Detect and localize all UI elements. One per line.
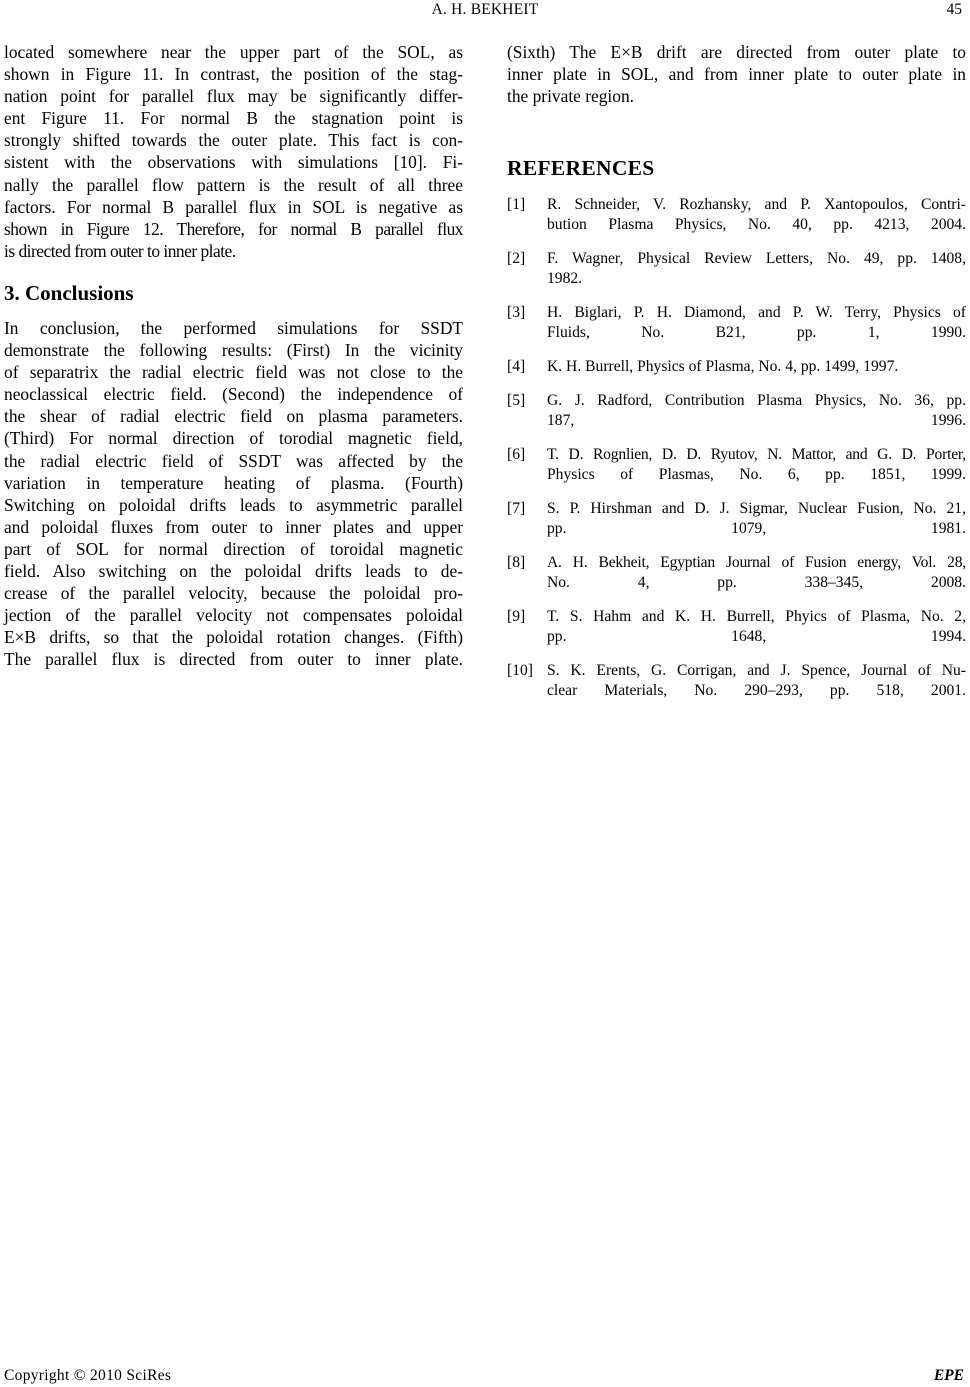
text-line: sistent with the observations with simulations [10]. Fi-: [4, 152, 463, 173]
reference-number: [1]: [507, 196, 526, 214]
text-line: nally the parallel flow pattern is the result of all three: [4, 174, 463, 195]
reference-number: [4]: [507, 358, 526, 376]
page-number: 45: [946, 1, 962, 18]
reference-item: [507, 195, 966, 235]
text-line: shown in Figure 12. Therefore, for normal B parallel flux: [4, 218, 463, 239]
text-line: demonstrate the following results: (First) In the vicinity: [4, 340, 463, 361]
reference-number: [10]: [507, 662, 533, 680]
reference-number: [2]: [507, 250, 526, 268]
reference-text: [547, 499, 966, 539]
page-header: [0, 0, 970, 22]
text-line: shown in Figure 11. In contrast, the position of the stag-: [4, 64, 463, 85]
text-line: strongly shifted towards the outer plate. This fact is con-: [4, 130, 463, 151]
reference-line: S. P. Hirshman and D. J. Sigmar, Nuclear Fusion, No. 21,: [547, 500, 966, 518]
reference-text: [547, 607, 966, 647]
reference-text: [547, 357, 966, 377]
text-line: E×B drifts, so that the poloidal rotation changes. (Fifth): [4, 627, 463, 648]
reference-number: [3]: [507, 304, 526, 322]
text-line: is directed from outer to inner plate.: [4, 240, 236, 261]
text-line: of separatrix the radial electric field was not close to the: [4, 362, 463, 383]
reference-line: G. J. Radford, Contribution Plasma Physics, No. 36, pp.: [547, 392, 966, 410]
reference-line: No. 4, pp. 338–345, 2008.: [547, 574, 966, 592]
reference-line: H. Biglari, P. H. Diamond, and P. W. Terry, Physics of: [547, 304, 966, 322]
reference-item: [507, 661, 966, 701]
section-heading: 3. Conclusions: [4, 280, 134, 305]
reference-line: R. Schneider, V. Rozhansky, and P. Xantopoulos, Contri-: [547, 196, 966, 214]
reference-line: A. H. Bekheit, Egyptian Journal of Fusion energy, Vol. 28,: [547, 554, 966, 572]
reference-text: [547, 303, 966, 343]
text-line: crease of the parallel velocity, because the poloidal pro-: [4, 583, 463, 604]
reference-number: [5]: [507, 392, 526, 410]
reference-text: [547, 553, 966, 593]
reference-item: [507, 607, 966, 647]
reference-line: T. D. Rognlien, D. D. Ryutov, N. Mattor, and G. D. Porter,: [547, 446, 966, 464]
right-column: [507, 41, 966, 715]
left-column: [4, 41, 463, 670]
reference-number: [9]: [507, 608, 526, 626]
reference-number: [6]: [507, 446, 526, 464]
reference-line: F. Wagner, Physical Review Letters, No. 49, pp. 1408,: [547, 250, 966, 268]
reference-line: bution Plasma Physics, No. 40, pp. 4213, 2004.: [547, 216, 966, 234]
running-head: A. H. BEKHEIT: [431, 1, 539, 18]
references-heading: REFERENCES: [507, 156, 655, 181]
text-line: and poloidal fluxes from outer to inner plates and upper: [4, 516, 463, 537]
reference-line: pp. 1079, 1981.: [547, 520, 966, 538]
text-line: Switching on poloidal drifts leads to asymmetric parallel: [4, 494, 463, 515]
reference-text: [547, 391, 966, 431]
text-line: ent Figure 11. For normal B the stagnation point is: [4, 108, 463, 129]
text-line: variation in temperature heating of plasma. (Fourth): [4, 472, 463, 493]
reference-line: K. H. Burrell, Physics of Plasma, No. 4, pp. 1499, 1997.: [547, 358, 899, 376]
text-line: neoclassical electric field. (Second) the independence of: [4, 384, 463, 405]
text-line: nation point for parallel flux may be significantly differ-: [4, 86, 463, 107]
text-line: In conclusion, the performed simulations for SSDT: [4, 317, 463, 338]
reference-item: [507, 499, 966, 539]
reference-item: [507, 303, 966, 343]
text-line: jection of the parallel velocity not compensates poloidal: [4, 605, 463, 626]
text-line: the private region.: [507, 86, 634, 107]
reference-line: Physics of Plasmas, No. 6, pp. 1851, 1999.: [547, 466, 966, 484]
reference-item: [507, 249, 966, 289]
conclusions-paragraph: [4, 317, 463, 671]
text-line: (Sixth) The E×B drift are directed from outer plate to: [507, 42, 966, 62]
text-line: The parallel flux is directed from outer to inner plate.: [4, 649, 463, 670]
text-line: part of SOL for normal direction of toroidal magnetic: [4, 538, 463, 559]
reference-line: T. S. Hahm and K. H. Burrell, Phyics of Plasma, No. 2,: [547, 608, 966, 626]
reference-item: [507, 445, 966, 485]
text-line: field. Also switching on the poloidal drifts leads to de-: [4, 560, 463, 581]
journal-abbreviation: EPE: [933, 1367, 964, 1384]
reference-item: [507, 391, 966, 431]
reference-text: [547, 445, 966, 485]
reference-line: pp. 1648, 1994.: [547, 628, 966, 646]
reference-line: 187, 1996.: [547, 412, 966, 430]
text-line: inner plate in SOL, and from inner plate to outer plate in: [507, 64, 966, 85]
reference-text: [547, 195, 966, 235]
text-line: (Third) For normal direction of torodial magnetic field,: [4, 428, 463, 449]
page-footer: [0, 1366, 970, 1386]
text-line: located somewhere near the upper part of the SOL, as: [4, 42, 463, 62]
body-paragraph: [4, 41, 463, 262]
reference-line: 1982.: [547, 270, 583, 288]
reference-text: [547, 661, 966, 701]
reference-line: clear Materials, No. 290–293, pp. 518, 2001.: [547, 682, 966, 700]
reference-line: Fluids, No. B21, pp. 1, 1990.: [547, 324, 966, 342]
copyright-notice: Copyright © 2010 SciRes: [4, 1367, 172, 1384]
reference-list: [507, 195, 966, 701]
reference-text: [547, 249, 966, 289]
reference-number: [7]: [507, 500, 526, 518]
text-line: the shear of radial electric field on plasma parameters.: [4, 406, 463, 427]
text-line: the radial electric field of SSDT was affected by the: [4, 450, 463, 471]
reference-item: [507, 357, 966, 377]
reference-line: S. K. Erents, G. Corrigan, and J. Spence, Journal of Nu-: [547, 662, 966, 680]
reference-number: [8]: [507, 554, 526, 572]
reference-item: [507, 553, 966, 593]
text-line: factors. For normal B parallel flux in SOL is negative as: [4, 196, 463, 217]
body-paragraph: [507, 41, 966, 107]
